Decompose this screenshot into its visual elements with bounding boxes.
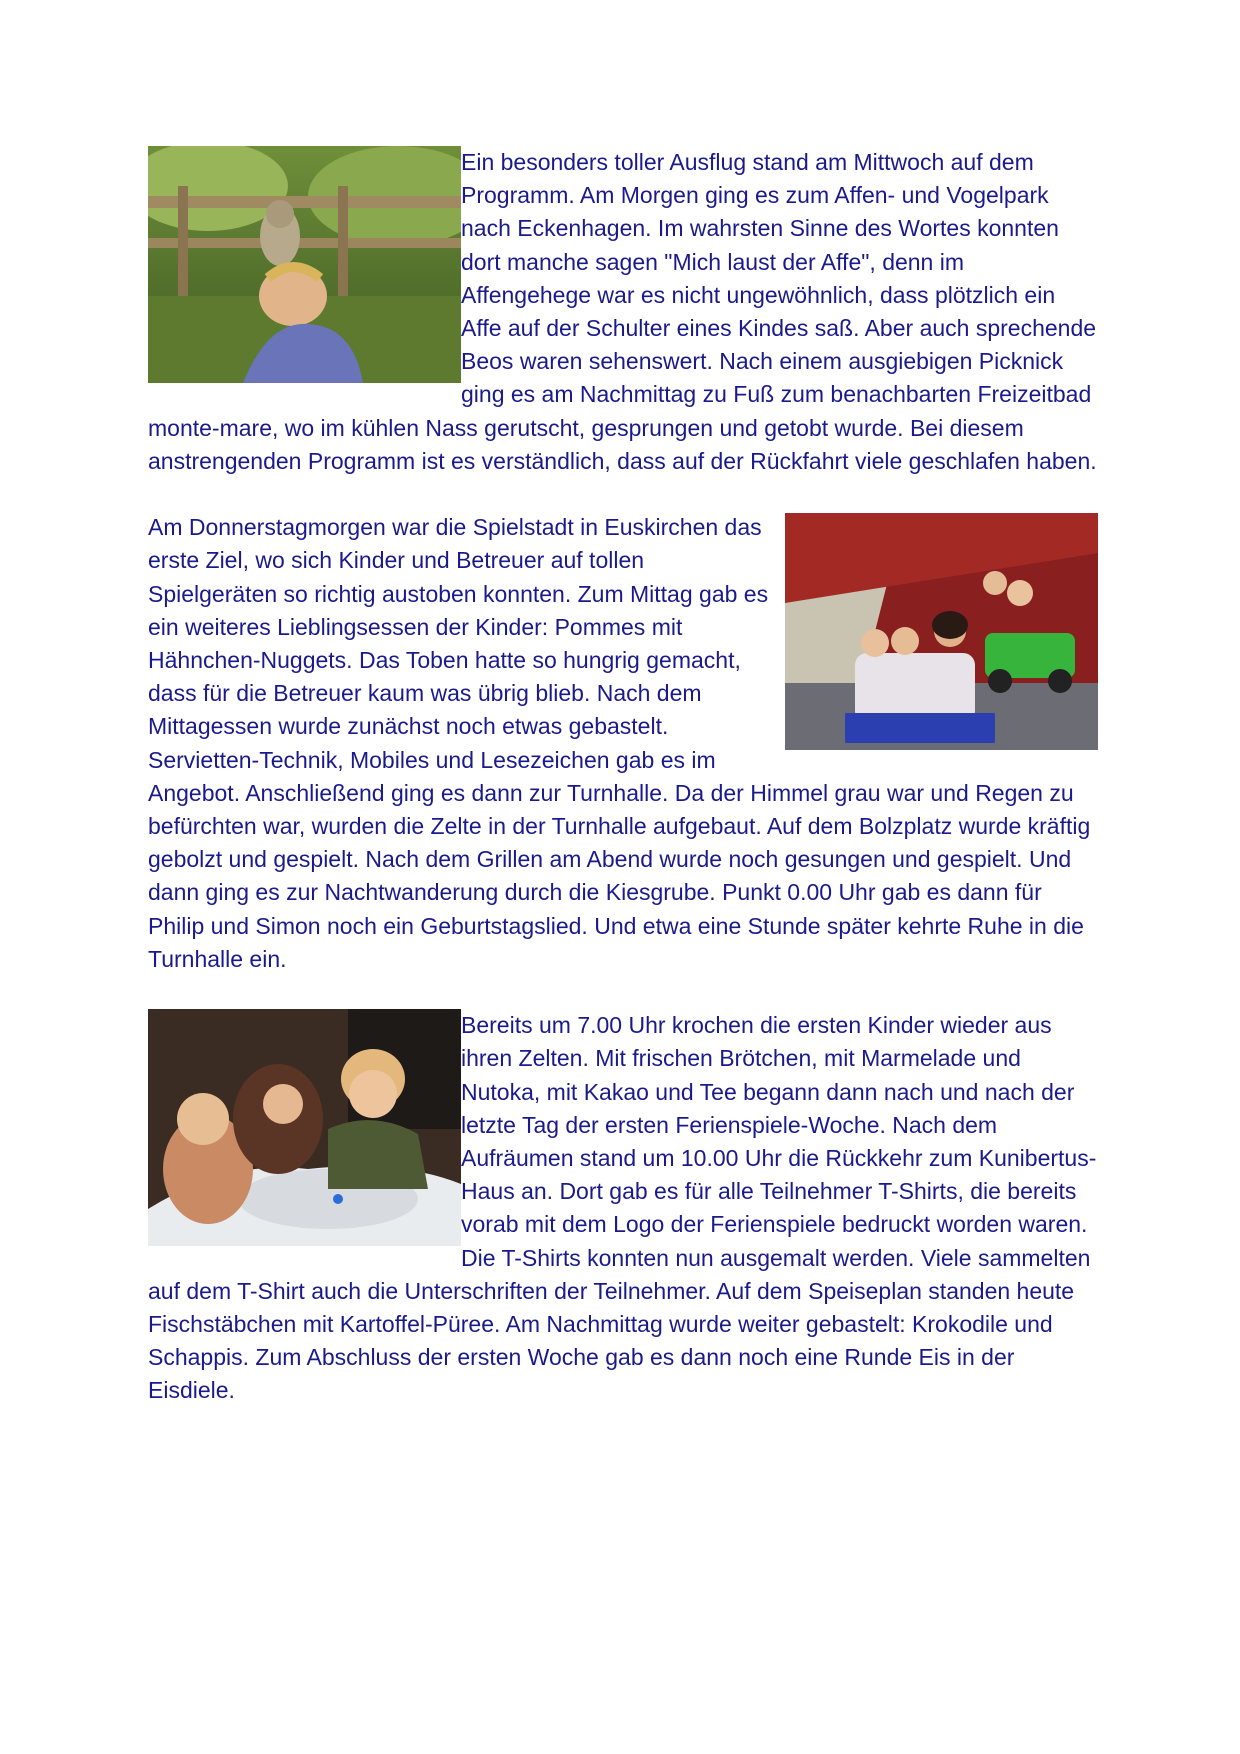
paragraph-3-wrap <box>148 1009 1098 1407</box>
paragraph-2: Am Donnerstagmorgen war die Spielstadt in Euskirchen das erste Ziel, wo sich Kinder und Betreuer auf tollen Spielgeräten so richtig austoben konnten. Zum Mittag gab es ein weiteres Lieblingsessen der Kinder: Pommes mit Hähnchen-Nuggets. Das Toben hatte so hungrig gemacht, dass für die Betreuer kaum was übrig blieb. Nach dem Mittagessen wurde zunächst noch etwas gebastelt. Servietten-Technik, Mobiles und Lesezeichen gab es im Angebot. Anschließend ging es dann zur Turnhalle. Da der Himmel grau war und Regen zu befürchten war, wurden die Zelte in der Turnhalle aufgebaut. Auf dem Bolzplatz wurde kräftig gebolzt und gespielt. Nach dem Grillen am Abend wurde noch gesungen und gespielt. Und dann ging es zur Nachtwanderung durch die Kiesgrube. Punkt 0.00 Uhr gab es dann für Philip und Simon noch ein Geburtstagslied. Und etwa eine Stunde später kehrte Ruhe in die Turnhalle ein. <box>148 514 1091 972</box>
monkey-park-photo <box>148 146 461 383</box>
play-city-photo <box>785 513 1098 750</box>
article-body <box>148 146 1098 1408</box>
paragraph-1: Ein besonders toller Ausflug stand am Mittwoch auf dem Programm. Am Morgen ging es zum Affen- und Vogelpark nach Eckenhagen. Im wahrsten Sinne des Wortes konnten dort manche sagen "Mich laust der Affe", denn im Affengehege war es nicht ungewöhnlich, dass plötzlich ein Affe auf der Schulter eines Kindes saß. Aber auch sprechende Beos waren sehenswert. Nach einem ausgiebigen Picknick ging es am Nachmittag zu Fuß zum benachbarten Freizeitbad monte-mare, wo im kühlen Nass gerutscht, gesprungen und getobt wurde. Bei diesem anstrengenden Programm ist es verständlich, dass auf der Rückfahrt viele geschlafen haben. <box>148 149 1097 474</box>
paragraph-2-wrap <box>148 511 1098 976</box>
paragraph-3: Bereits um 7.00 Uhr krochen die ersten Kinder wieder aus ihren Zelten. Mit frischen Brötchen, mit Marmelade und Nutoka, mit Kakao und Tee begann dann nach und nach der letzte Tag der ersten Ferienspiele-Woche. Nach dem Aufräumen stand um 10.00 Uhr die Rückkehr zum Kunibertus-Haus an. Dort gab es für alle Teilnehmer T-Shirts, die bereits vorab mit dem Logo der Ferienspiele bedruckt worden waren. Die T-Shirts konnten nun ausgemalt werden. Viele sammelten auf dem T-Shirt auch die Unterschriften der Teilnehmer. Auf dem Speiseplan standen heute Fischstäbchen mit Kartoffel-Püree. Am Nachmittag wurde weiter gebastelt: Krokodile und Schappis. Zum Abschluss der ersten Woche gab es dann noch eine Runde Eis in der Eisdiele. <box>148 1012 1097 1404</box>
tshirt-painting-photo <box>148 1009 461 1246</box>
